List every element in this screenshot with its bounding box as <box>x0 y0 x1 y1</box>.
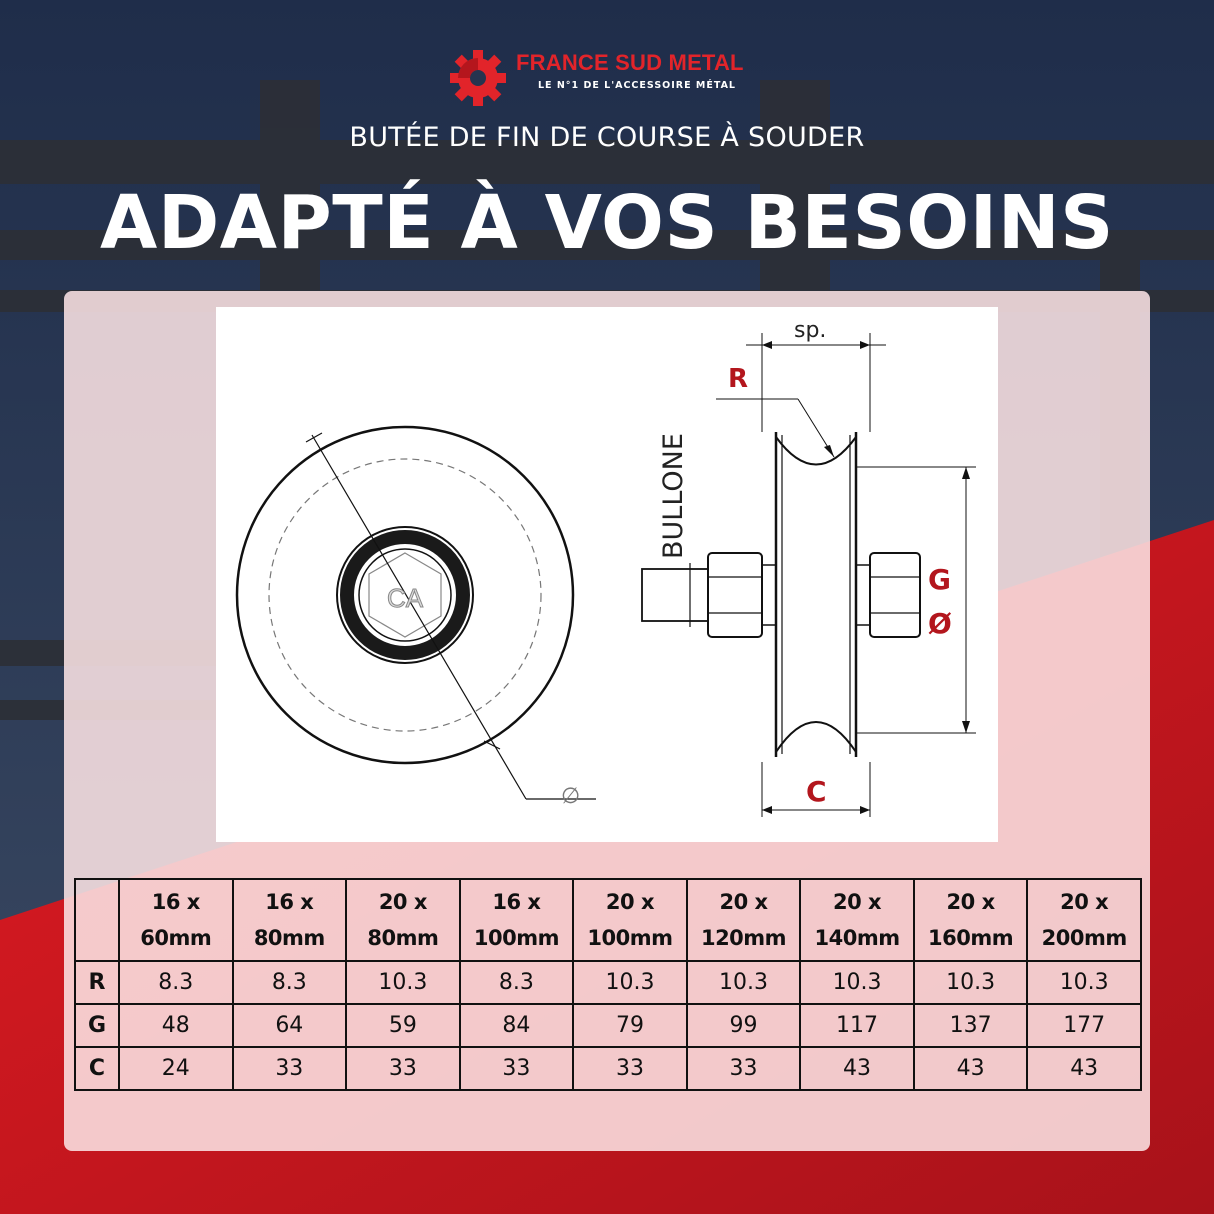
row-label: G <box>75 1004 119 1047</box>
table-cell: 117 <box>800 1004 914 1047</box>
table-cell: 24 <box>119 1047 233 1090</box>
size-header: 16 x 100mm <box>460 879 574 961</box>
table-cell: 59 <box>346 1004 460 1047</box>
corner-cell <box>75 879 119 961</box>
c-label: C <box>806 775 827 808</box>
table-cell: 84 <box>460 1004 574 1047</box>
wheel-marking: CA <box>386 583 424 613</box>
table-cell: 79 <box>573 1004 687 1047</box>
size-header: 20 x 80mm <box>346 879 460 961</box>
table-cell: 64 <box>233 1004 347 1047</box>
table-cell: 99 <box>687 1004 801 1047</box>
g-label: G <box>928 563 951 596</box>
table-cell: 177 <box>1027 1004 1141 1047</box>
r-label: R <box>728 364 749 394</box>
table-row <box>75 961 1141 1004</box>
gear-icon <box>448 48 508 108</box>
sp-label: sp. <box>794 318 827 343</box>
size-header: 20 x 200mm <box>1027 879 1141 961</box>
size-header: 16 x 60mm <box>119 879 233 961</box>
table-cell: 33 <box>573 1047 687 1090</box>
table-cell: 137 <box>914 1004 1028 1047</box>
table-cell: 43 <box>914 1047 1028 1090</box>
size-header: 20 x 140mm <box>800 879 914 961</box>
headline: ADAPTÉ À VOS BESOINS <box>100 180 1114 266</box>
table-cell: 43 <box>1027 1047 1141 1090</box>
size-header: 20 x 160mm <box>914 879 1028 961</box>
brand-tagline: LE N°1 DE L'ACCESSOIRE MÉTAL <box>538 80 736 91</box>
size-header: 20 x 100mm <box>573 879 687 961</box>
diameter-label: Ø <box>928 607 952 640</box>
spec-table <box>74 878 1142 1091</box>
product-subtitle: BUTÉE DE FIN DE COURSE À SOUDER <box>349 122 865 153</box>
table-cell: 33 <box>460 1047 574 1090</box>
table-cell: 10.3 <box>687 961 801 1004</box>
table-cell: 10.3 <box>914 961 1028 1004</box>
table-row <box>75 1004 1141 1047</box>
table-cell: 10.3 <box>573 961 687 1004</box>
size-header: 16 x 80mm <box>233 879 347 961</box>
table-cell: 48 <box>119 1004 233 1047</box>
table-cell: 8.3 <box>460 961 574 1004</box>
table-cell: 10.3 <box>1027 961 1141 1004</box>
table-cell: 33 <box>233 1047 347 1090</box>
table-cell: 10.3 <box>800 961 914 1004</box>
table-row <box>75 1047 1141 1090</box>
diameter-symbol-label: ∅ <box>561 784 581 809</box>
table-cell: 33 <box>346 1047 460 1090</box>
row-label: R <box>75 961 119 1004</box>
row-label: C <box>75 1047 119 1090</box>
table-cell: 10.3 <box>346 961 460 1004</box>
bolt-label: BULLONE <box>658 433 689 559</box>
table-cell: 8.3 <box>233 961 347 1004</box>
table-cell: 43 <box>800 1047 914 1090</box>
table-cell: 33 <box>687 1047 801 1090</box>
table-header-row <box>75 879 1141 961</box>
technical-drawing <box>216 307 998 842</box>
brand-logo <box>448 44 778 110</box>
brand-name: FRANCE SUD METAL <box>516 50 744 75</box>
size-header: 20 x 120mm <box>687 879 801 961</box>
table-cell: 8.3 <box>119 961 233 1004</box>
